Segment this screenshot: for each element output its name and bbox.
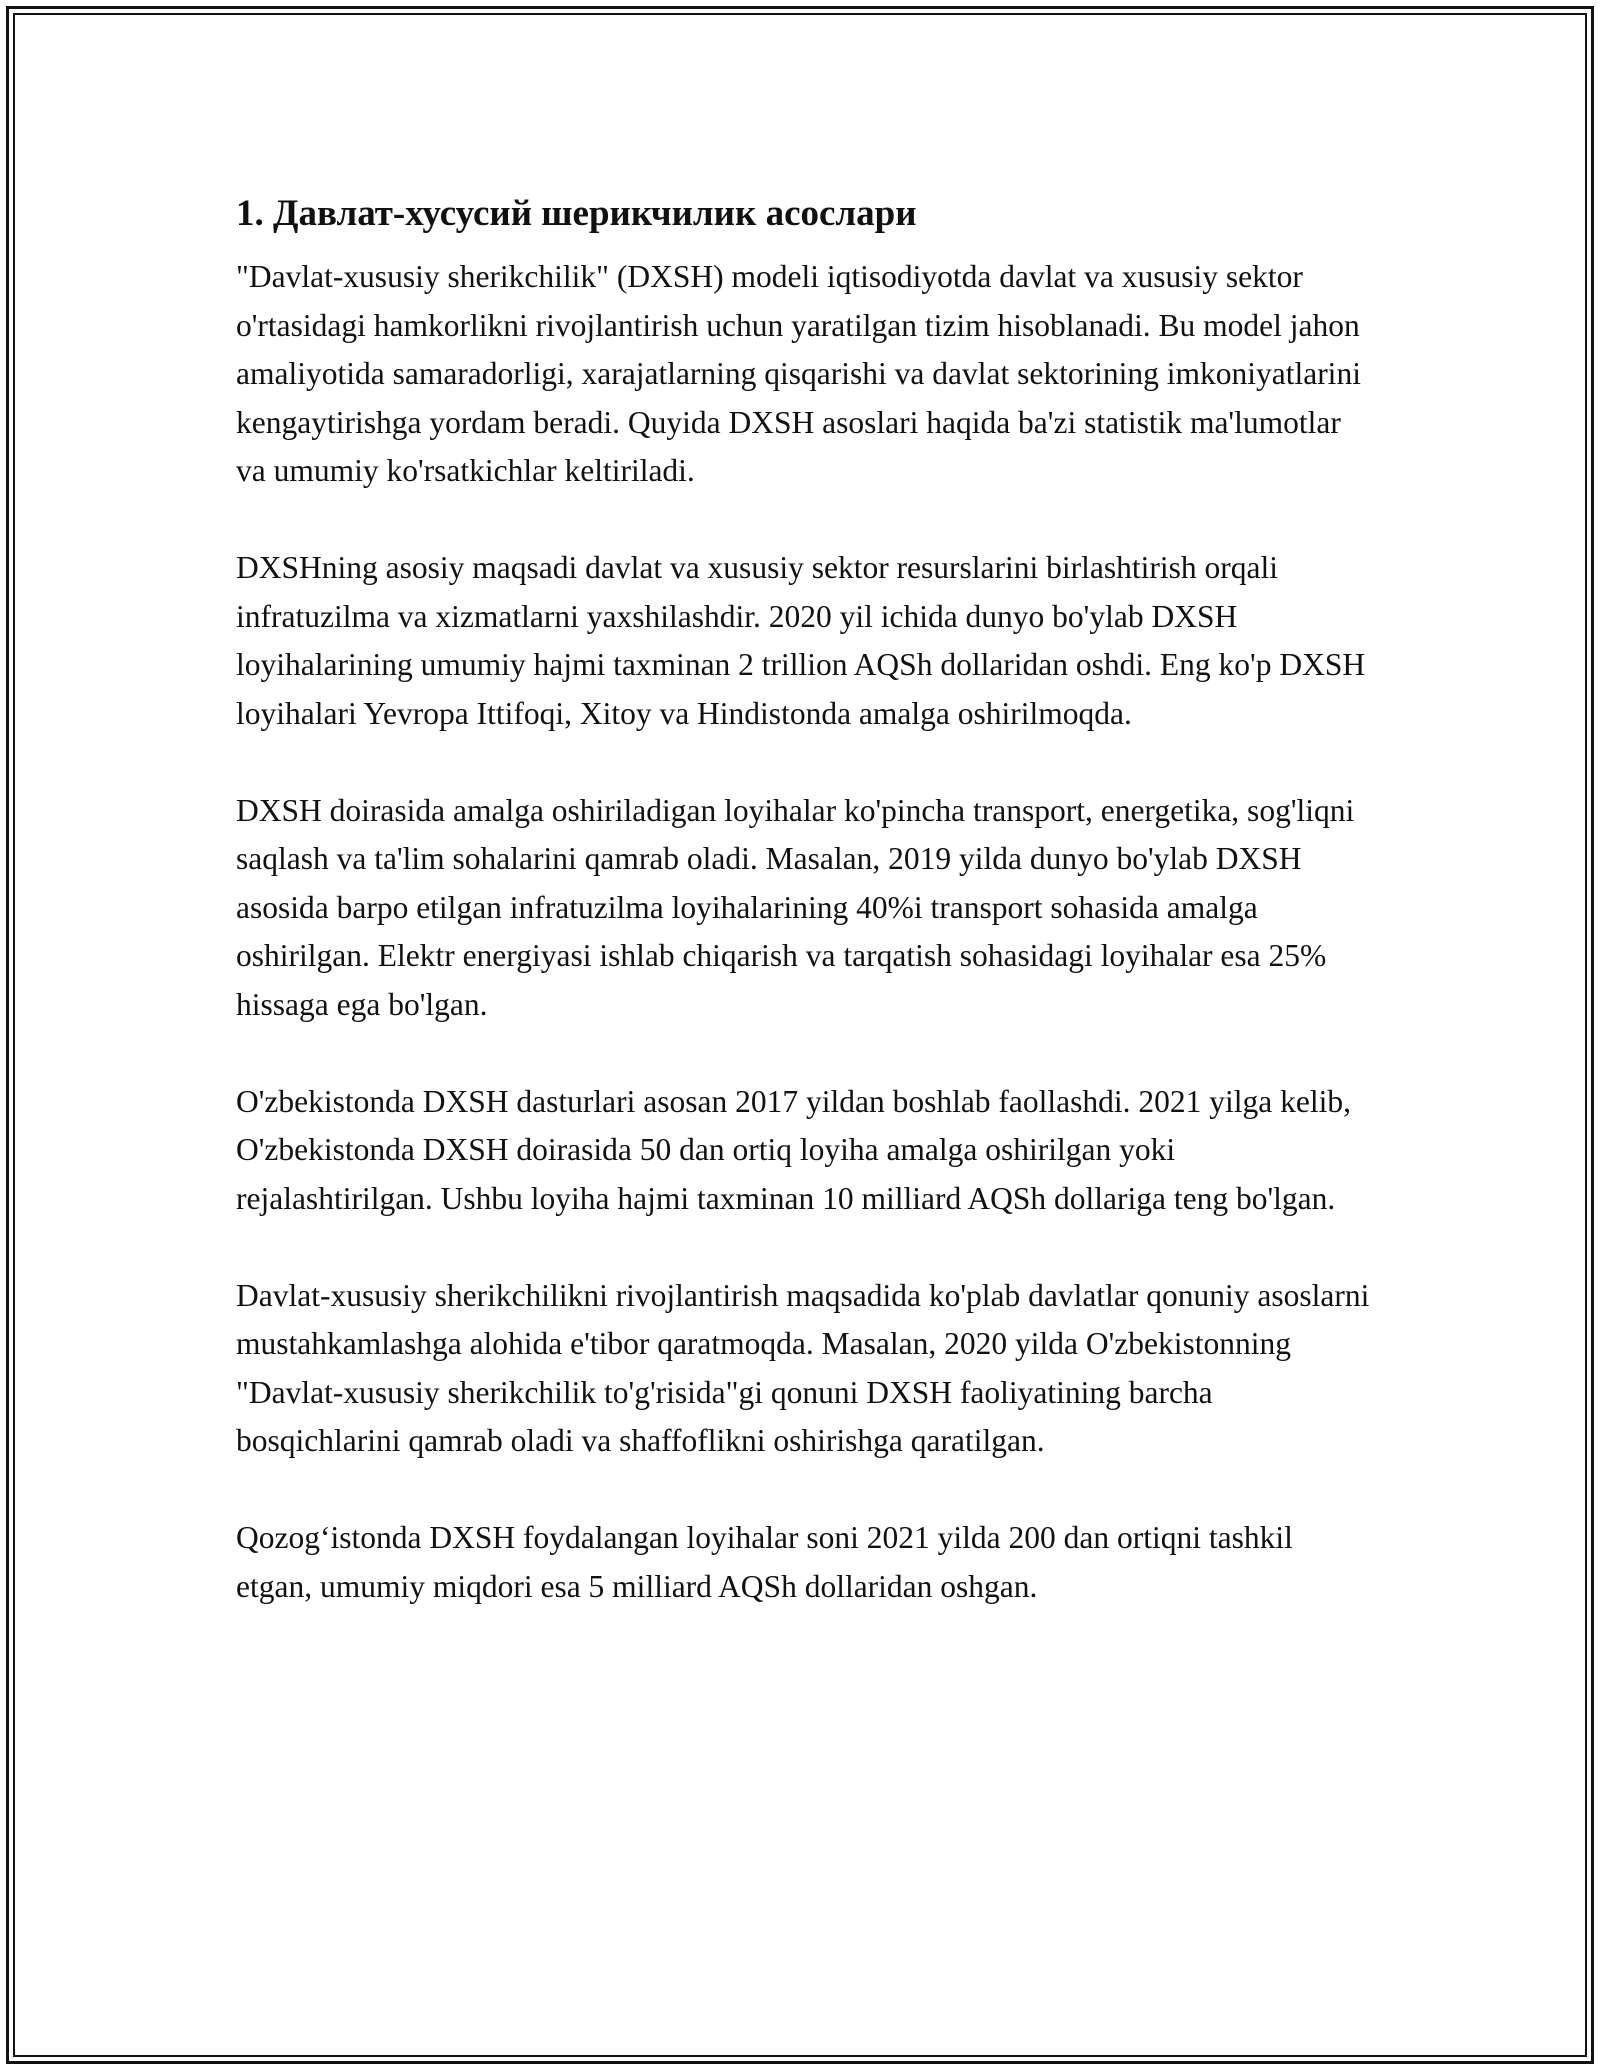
paragraph-sectors: DXSH doirasida amalga oshiriladigan loyihalar ko'pincha transport, energetika, sog'liqni saqlash va ta'lim sohalarini qamrab oladi. Masalan, 2019 yilda dunyo bo'ylab DXSH asosida barpo etilgan infratuzilma loyihalarining 40%i transport sohasida amalga oshirilgan. Elektr energiyasi ishlab chiqarish va tarqatish sohasidagi loyihalar esa 25% hissaga ega bo'lgan. [236, 792, 1355, 1022]
section-heading: 1. Давлат-хусусий шерикчилик асослари [236, 193, 917, 234]
paragraph-kazakhstan: Qozog‘istonda DXSH foydalangan loyihalar soni 2021 yilda 200 dan ortiqni tashkil etgan, umumiy miqdori esa 5 milliard AQSh dollaridan oshgan. [236, 1520, 1293, 1604]
paragraph-goals: DXSHning asosiy maqsadi davlat va xususiy sektor resurslarini birlashtirish orqali infratuzilma va xizmatlarni yaxshilashdir. 2020 yil ichida dunyo bo'ylab DXSH loyihalarining umumiy hajmi taxminan 2 trillion AQSh dollaridan oshdi. Eng ko'p DXSH loyihalari Yevropa Ittifoqi, Xitoy va Hindistonda amalga oshirilmoqda. [236, 550, 1366, 731]
paragraph-uzbekistan: O'zbekistonda DXSH dasturlari asosan 2017 yildan boshlab faollashdi. 2021 yilga kelib, O'zbekistonda DXSH doirasida 50 dan ortiq loyiha amalga oshirilgan yoki rejalashtirilgan. Ushbu loyiha hajmi taxminan 10 milliard AQSh dollariga teng bo'lgan. [236, 1083, 1351, 1216]
paragraph-legal: Davlat-xususiy sherikchilikni rivojlantirish maqsadida ko'plab davlatlar qonuniy asoslarni mustahkamlashga alohida e'tibor qaratmoqda. Masalan, 2020 yilda O'zbekistonning "Davlat-xususiy sherikchilik to'g'risida"gi qonuni DXSH faoliyatining barcha bosqichlarini qamrab oladi va shaffoflikni oshirishga qaratilgan. [236, 1277, 1370, 1458]
paragraph-intro: "Davlat-xususiy sherikchilik" (DXSH) modeli iqtisodiyotda davlat va xususiy sektor o'rtasidagi hamkorlikni rivojlantirish uchun yaratilgan tizim hisoblanadi. Bu model jahon amaliyotida samaradorligi, xarajatlarning qisqarishi va davlat sektorining imkoniyatlarini kengaytirishga yordam beradi. Quyida DXSH asoslari haqida ba'zi statistik ma'lumotlar va umumiy ko'rsatkichlar keltiriladi. [236, 259, 1361, 488]
document-body [236, 188, 1376, 1611]
